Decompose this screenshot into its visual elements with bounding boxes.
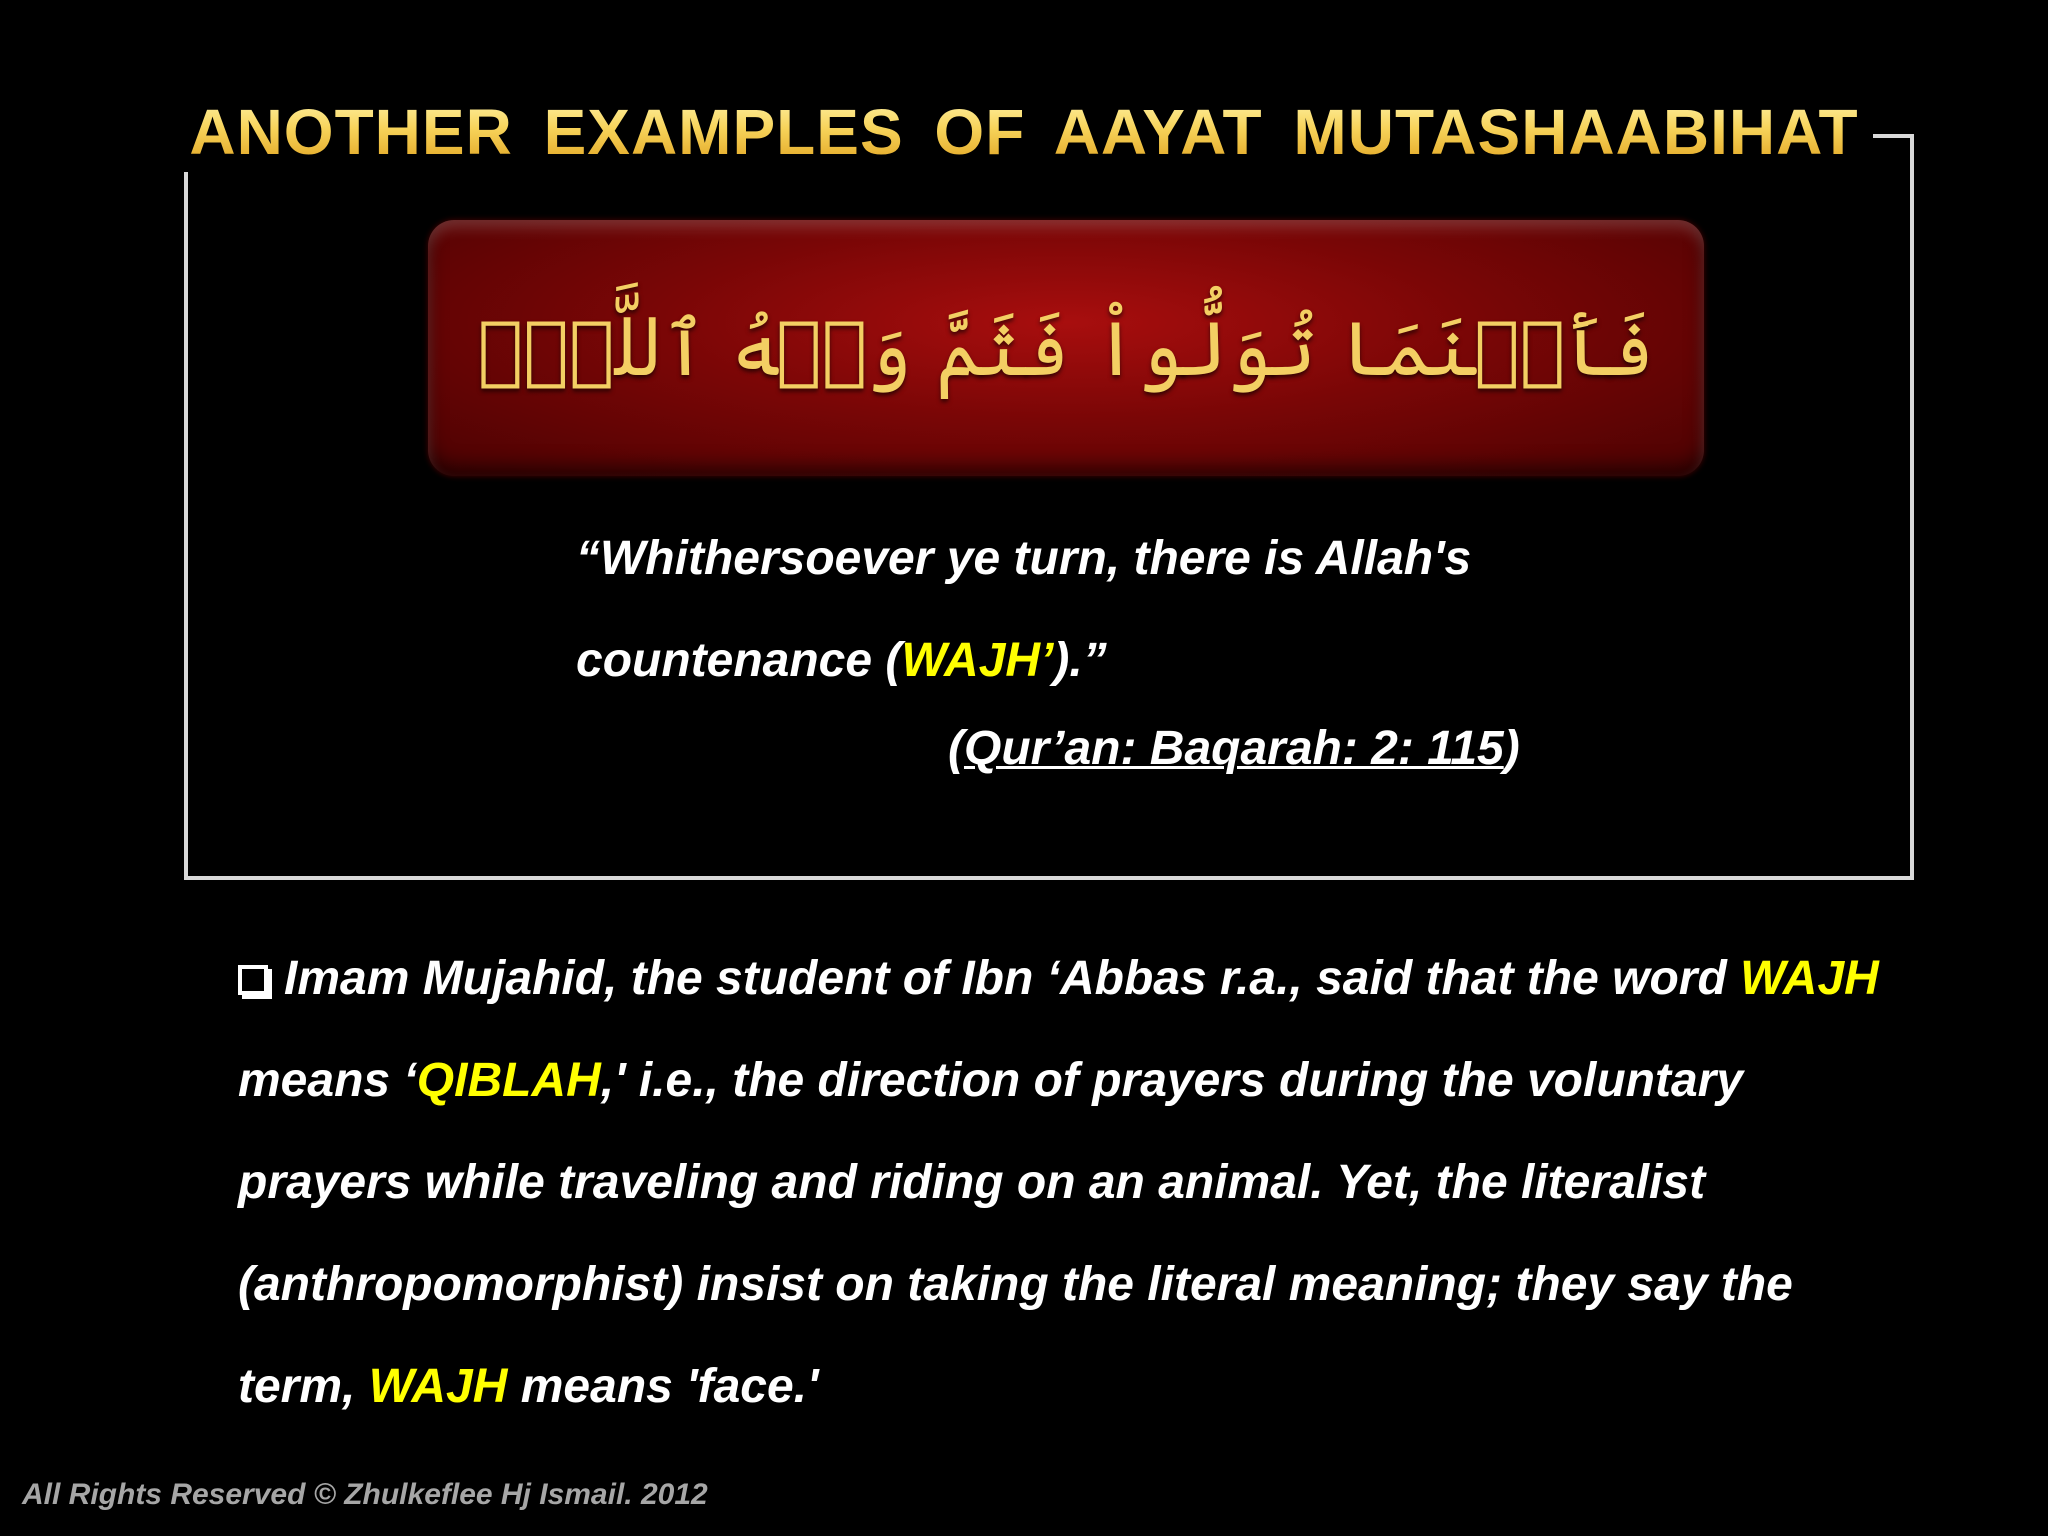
reference-source: Qur’an: Baqarah: 2: 115 [963, 722, 1504, 775]
verse-translation [576, 508, 1576, 712]
paragraph-text-2: means ‘ [238, 1054, 417, 1107]
explanation-paragraph [238, 928, 1898, 1438]
quote-text-end: ).” [1053, 634, 1107, 687]
quote-highlight-wajh: WAJH’ [901, 634, 1054, 687]
slide-title-text: ANOTHER EXAMPLES OF AAYAT MUTASHAABIHAT [189, 96, 1859, 168]
paragraph-highlight-qiblah: QIBLAH [416, 1054, 601, 1107]
arabic-verse: فَأَيۡنَمَا تُوَلُّواْ فَثَمَّ وَجۡهُ ٱللَّهِۚ [477, 303, 1655, 393]
verse-reference [948, 714, 1520, 784]
reference-close-paren: ) [1503, 722, 1520, 775]
paragraph-highlight-wajh-1: WAJH [1740, 952, 1879, 1005]
copyright-footer: All Rights Reserved © Zhulkeflee Hj Ismail. 2012 [22, 1478, 708, 1511]
paragraph-text-1: Imam Mujahid, the student of Ibn ‘Abbas r.a., said that the word [284, 952, 1741, 1005]
checkbox-bullet-icon [238, 965, 268, 995]
title-bar [0, 92, 2048, 172]
slide-title [175, 92, 1872, 172]
reference-open-paren: ( [948, 722, 964, 775]
arabic-verse-box [428, 220, 1704, 476]
quote-text-start: “Whithersoever ye turn, there is Allah's countenance ( [576, 532, 1472, 687]
paragraph-text-3: ,' i.e., the direction of prayers during the voluntary prayers while traveling and riding on an animal. Yet, the literalist (anthropomorphist) insist on taking the literal meaning; they say the term, [238, 1054, 1793, 1413]
paragraph-highlight-wajh-2: WAJH [368, 1360, 508, 1413]
paragraph-text-4: means 'face.' [507, 1360, 819, 1413]
